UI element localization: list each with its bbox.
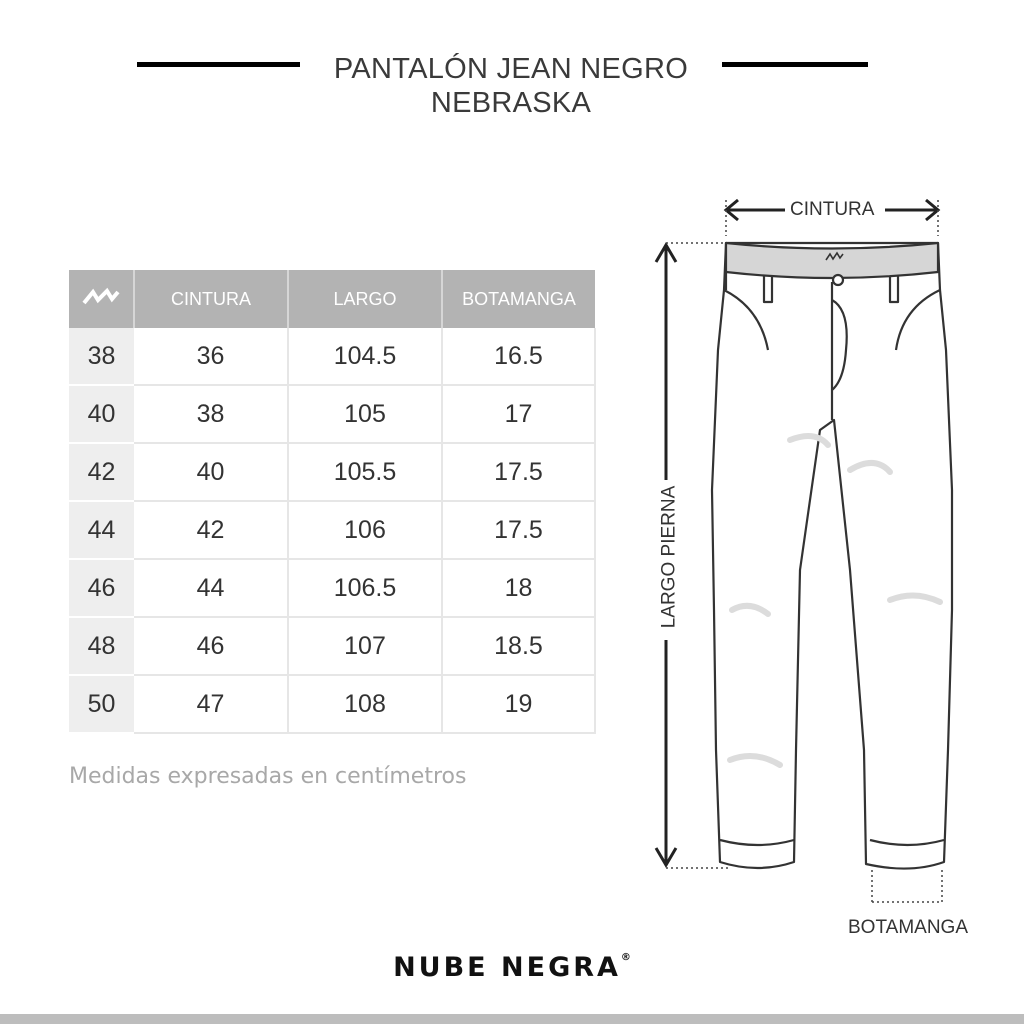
pants-outline [712,243,952,869]
largo-cell: 108 [288,675,442,733]
largo-cell: 106 [288,501,442,559]
table-row [69,617,595,675]
page-title [300,52,722,120]
size-cell: 48 [69,617,134,675]
cintura-cell: 47 [134,675,288,733]
largo-cell: 104.5 [288,328,442,385]
title-rule-right [722,62,868,67]
table-header-row [69,270,595,328]
botamanga-cell: 17 [442,385,595,443]
registered-mark: ® [620,952,631,963]
table-row [69,501,595,559]
title-rule-left [137,62,300,67]
largo-cell: 106.5 [288,559,442,617]
size-cell: 40 [69,385,134,443]
size-cell: 50 [69,675,134,733]
size-cell: 44 [69,501,134,559]
size-cell: 38 [69,328,134,385]
cintura-cell: 36 [134,328,288,385]
hem-measure-marker [872,870,942,902]
measurement-note: Medidas expresadas en centímetros [69,764,467,789]
botamanga-cell: 17.5 [442,443,595,501]
leg-length-label: LARGO PIERNA [658,485,680,629]
cintura-cell: 44 [134,559,288,617]
botamanga-cell: 17.5 [442,501,595,559]
size-table [69,270,596,734]
table-row [69,559,595,617]
brand-logo [0,952,1024,983]
botamanga-cell: 18 [442,559,595,617]
botamanga-cell: 19 [442,675,595,733]
table-header-botamanga: BOTAMANGA [442,270,595,328]
table-row [69,385,595,443]
size-cell: 46 [69,559,134,617]
table-row [69,328,595,385]
waist-label: CINTURA [790,199,875,220]
cintura-cell: 46 [134,617,288,675]
pants-diagram [640,190,980,910]
brand-name: NUBE NEGRA [393,952,621,983]
title-line-2: NEBRASKA [430,87,592,119]
size-cell: 42 [69,443,134,501]
botamanga-cell: 16.5 [442,328,595,385]
hem-label: BOTAMANGA [848,917,968,938]
nube-negra-logo-icon [81,287,121,307]
largo-cell: 105 [288,385,442,443]
table-row [69,443,595,501]
cintura-cell: 38 [134,385,288,443]
table-row [69,675,595,733]
bottom-bar [0,1014,1024,1024]
largo-cell: 107 [288,617,442,675]
cintura-cell: 42 [134,501,288,559]
cintura-cell: 40 [134,443,288,501]
largo-cell: 105.5 [288,443,442,501]
table-header-cintura: CINTURA [134,270,288,328]
botamanga-cell: 18.5 [442,617,595,675]
table-header-largo: LARGO [288,270,442,328]
table-header-logo [69,270,134,328]
title-line-1: PANTALÓN JEAN NEGRO [333,53,689,85]
